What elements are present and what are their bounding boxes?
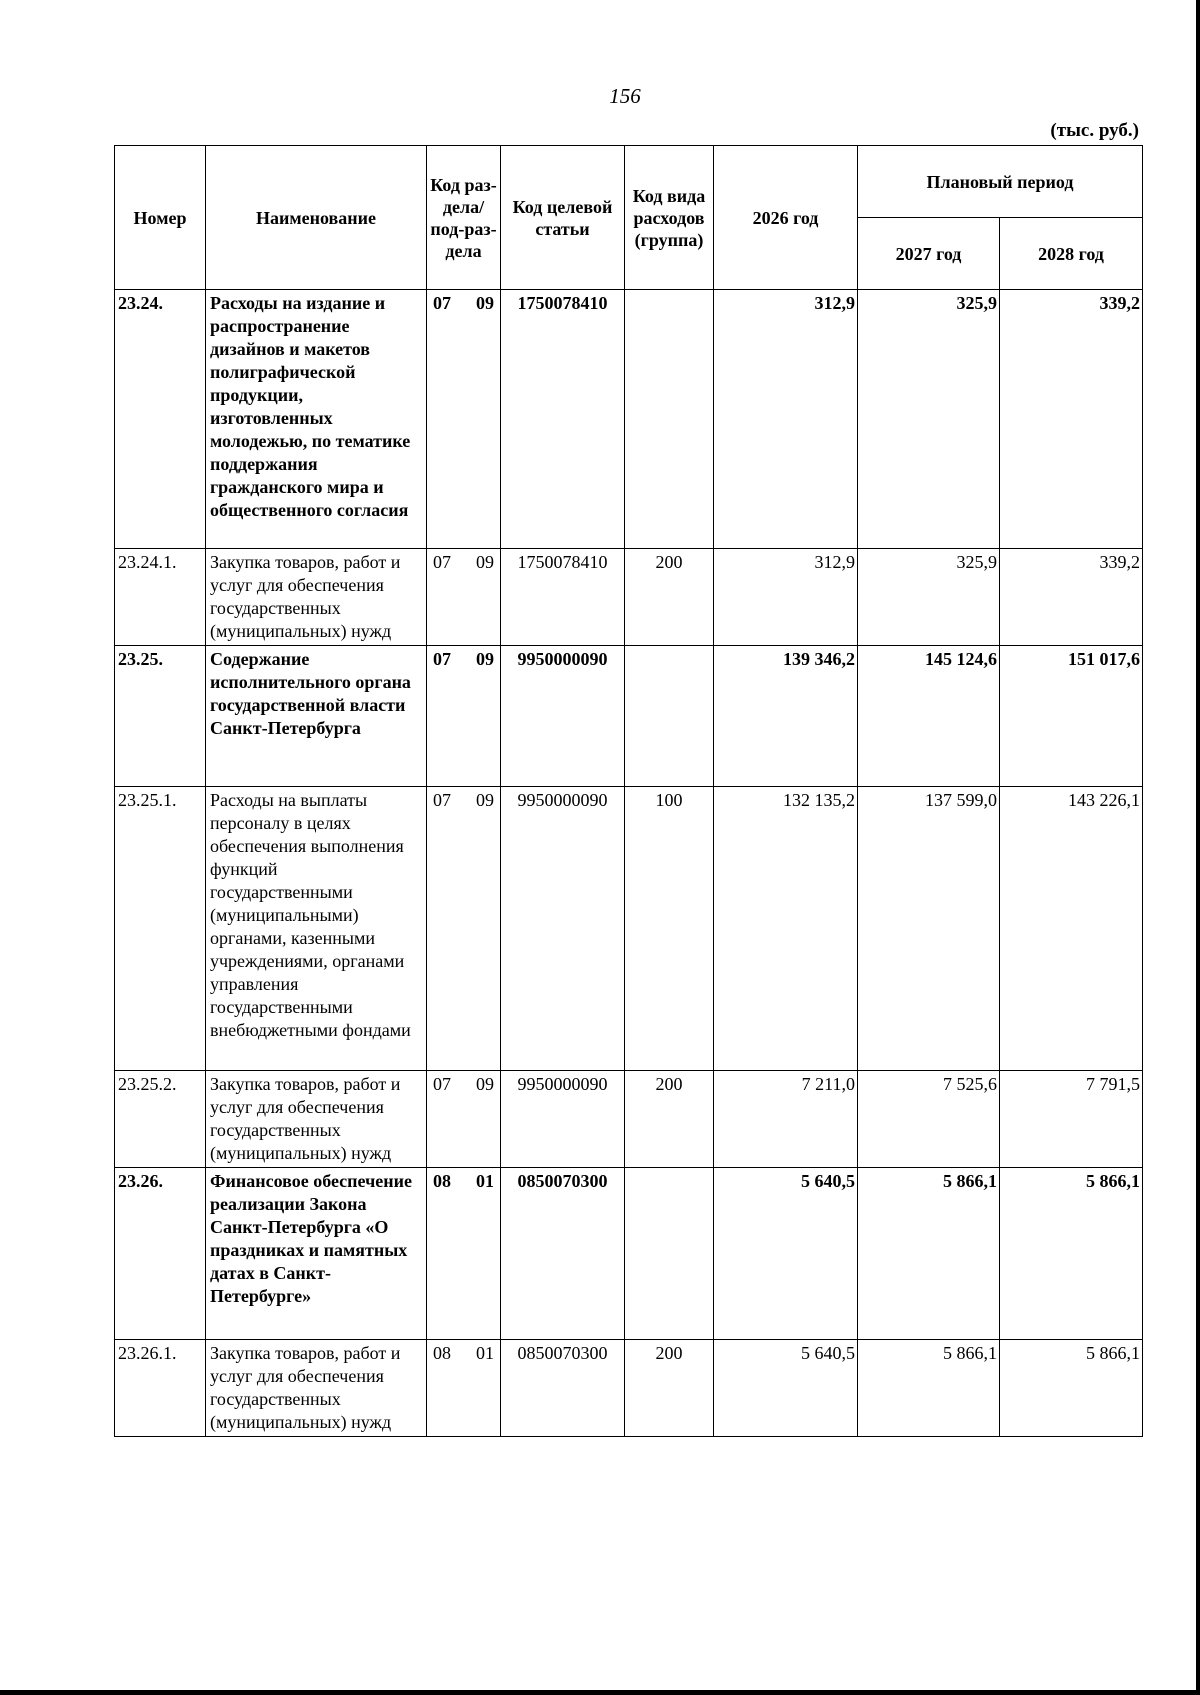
row-name: Расходы на издание и распространение дизайнов и макетов полиграфической продукции, изготовленных молодежью, по тематике поддержания гражданского мира и общественного согласия xyxy=(206,290,427,549)
row-2027: 7 525,6 xyxy=(858,1071,1000,1168)
row-2027: 5 866,1 xyxy=(858,1340,1000,1437)
table-row xyxy=(115,549,1143,646)
row-2028: 339,2 xyxy=(1000,290,1143,549)
table-row xyxy=(115,646,1143,787)
header-planned-period: Плановый период xyxy=(858,146,1143,218)
row-razdel-code: 07 xyxy=(433,649,451,669)
row-expense-type: 100 xyxy=(625,787,714,1071)
row-2026: 312,9 xyxy=(714,549,858,646)
row-number: 23.26. xyxy=(115,1168,206,1340)
table-row xyxy=(115,1071,1143,1168)
row-name: Закупка товаров, работ и услуг для обеспечения государственных (муниципальных) нужд xyxy=(206,1340,427,1437)
row-number: 23.24. xyxy=(115,290,206,549)
row-target-code: 1750078410 xyxy=(501,549,625,646)
header-2028: 2028 год xyxy=(1000,218,1143,290)
header-target: Код целевой статьи xyxy=(501,146,625,290)
row-razdel-code: 08 xyxy=(433,1171,451,1191)
row-razdel-code: 07 xyxy=(433,293,451,313)
row-target-code: 0850070300 xyxy=(501,1168,625,1340)
page-border-right xyxy=(1196,0,1200,1695)
row-expense-type: 200 xyxy=(625,1071,714,1168)
table-row xyxy=(115,290,1143,549)
row-razdel-code: 07 xyxy=(433,1074,451,1094)
row-target-code: 9950000090 xyxy=(501,787,625,1071)
row-number: 23.26.1. xyxy=(115,1340,206,1437)
row-podrazdel-code: 09 xyxy=(476,552,494,572)
row-name: Закупка товаров, работ и услуг для обеспечения государственных (муниципальных) нужд xyxy=(206,549,427,646)
row-number: 23.25. xyxy=(115,646,206,787)
row-2028: 151 017,6 xyxy=(1000,646,1143,787)
header-razdel: Код раз-дела/ под-раз-дела xyxy=(427,146,501,290)
row-2028: 5 866,1 xyxy=(1000,1340,1143,1437)
row-target-code: 9950000090 xyxy=(501,646,625,787)
header-2026: 2026 год xyxy=(714,146,858,290)
units-label: (тыс. руб.) xyxy=(1050,120,1139,141)
row-expense-type xyxy=(625,1168,714,1340)
row-2027: 5 866,1 xyxy=(858,1168,1000,1340)
row-target-code: 9950000090 xyxy=(501,1071,625,1168)
row-2027: 325,9 xyxy=(858,549,1000,646)
row-razdel-code: 08 xyxy=(433,1343,451,1363)
row-podrazdel-code: 09 xyxy=(476,790,494,810)
row-razdel xyxy=(427,1340,501,1437)
table-row xyxy=(115,1340,1143,1437)
row-name: Расходы на выплаты персоналу в целях обеспечения выполнения функций государственными (муниципальными) органами, казенными учреждениями, органами управления государственными внебюджетными фондами xyxy=(206,787,427,1071)
row-2026: 132 135,2 xyxy=(714,787,858,1071)
row-2028: 143 226,1 xyxy=(1000,787,1143,1071)
row-podrazdel-code: 09 xyxy=(476,1074,494,1094)
page-number: 156 xyxy=(609,84,641,108)
header-number: Номер xyxy=(115,146,206,290)
row-2028: 5 866,1 xyxy=(1000,1168,1143,1340)
row-podrazdel-code: 09 xyxy=(476,293,494,313)
row-razdel xyxy=(427,290,501,549)
row-podrazdel-code: 01 xyxy=(476,1171,494,1191)
table-body xyxy=(115,290,1143,1437)
row-2026: 5 640,5 xyxy=(714,1340,858,1437)
row-2026: 312,9 xyxy=(714,290,858,549)
row-podrazdel-code: 09 xyxy=(476,649,494,669)
row-2026: 5 640,5 xyxy=(714,1168,858,1340)
row-razdel xyxy=(427,787,501,1071)
row-razdel xyxy=(427,1168,501,1340)
row-2027: 325,9 xyxy=(858,290,1000,549)
header-2027: 2027 год xyxy=(858,218,1000,290)
row-name: Финансовое обеспечение реализации Закона Санкт-Петербурга «О праздниках и памятных датах в Санкт-Петербурге» xyxy=(206,1168,427,1340)
row-expense-type xyxy=(625,646,714,787)
row-target-code: 0850070300 xyxy=(501,1340,625,1437)
budget-table xyxy=(114,145,1143,1437)
row-expense-type: 200 xyxy=(625,1340,714,1437)
row-razdel-code: 07 xyxy=(433,552,451,572)
row-name: Закупка товаров, работ и услуг для обеспечения государственных (муниципальных) нужд xyxy=(206,1071,427,1168)
row-razdel xyxy=(427,646,501,787)
row-razdel-code: 07 xyxy=(433,790,451,810)
row-razdel xyxy=(427,549,501,646)
header-name: Наименование xyxy=(206,146,427,290)
row-name: Содержание исполнительного органа государственной власти Санкт-Петербурга xyxy=(206,646,427,787)
row-number: 23.25.1. xyxy=(115,787,206,1071)
row-target-code: 1750078410 xyxy=(501,290,625,549)
table-row xyxy=(115,1168,1143,1340)
row-expense-type: 200 xyxy=(625,549,714,646)
row-number: 23.25.2. xyxy=(115,1071,206,1168)
row-2026: 139 346,2 xyxy=(714,646,858,787)
table-row xyxy=(115,787,1143,1071)
row-2027: 137 599,0 xyxy=(858,787,1000,1071)
row-2026: 7 211,0 xyxy=(714,1071,858,1168)
row-razdel xyxy=(427,1071,501,1168)
row-number: 23.24.1. xyxy=(115,549,206,646)
row-2027: 145 124,6 xyxy=(858,646,1000,787)
row-podrazdel-code: 01 xyxy=(476,1343,494,1363)
row-2028: 339,2 xyxy=(1000,549,1143,646)
row-expense-type xyxy=(625,290,714,549)
row-2028: 7 791,5 xyxy=(1000,1071,1143,1168)
header-expense-type: Код вида расходов (группа) xyxy=(625,146,714,290)
page-border-bottom xyxy=(0,1690,1200,1695)
